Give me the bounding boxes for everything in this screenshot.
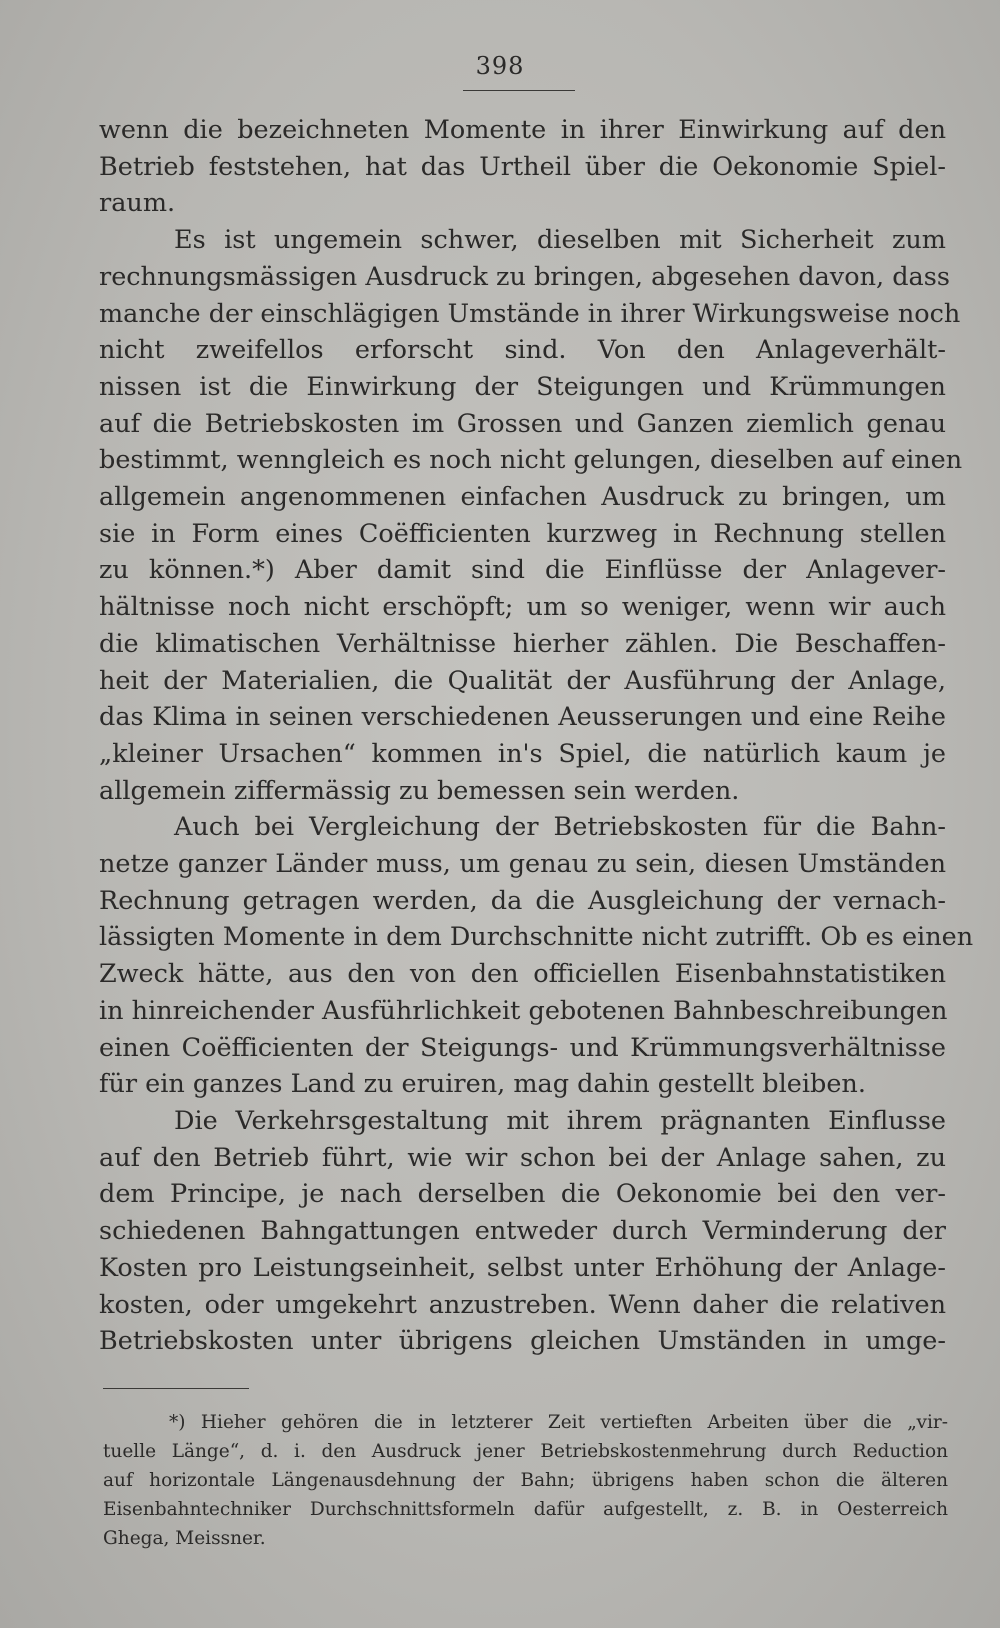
- text-line: für ein ganzes Land zu eruiren, mag dahin gestellt bleiben.: [99, 1069, 866, 1100]
- text-line: Betriebskosten unter übrigens gleichen Umständen in umge-: [99, 1326, 946, 1357]
- footnote-line: *) Hieher gehören die in letzterer Zeit vertieften Arbeiten über die „vir-: [169, 1412, 948, 1433]
- body-text: [99, 112, 974, 1360]
- footnote-line: Eisenbahntechniker Durchschnittsformeln dafür aufgestellt, z. B. in Oesterreich: [103, 1499, 948, 1520]
- text-line: hältnisse noch nicht erschöpft; um so weniger, wenn wir auch: [99, 592, 946, 623]
- text-line: sie in Form eines Coëfficienten kurzweg in Rechnung stellen: [99, 518, 946, 549]
- text-line: allgemein angenommenen einfachen Ausdruck zu bringen, um: [99, 482, 946, 513]
- paragraph: [99, 112, 946, 222]
- text-line: rechnungsmässigen Ausdruck zu bringen, abgesehen davon, dass: [99, 261, 950, 292]
- text-line: wenn die bezeichneten Momente in ihrer Einwirkung auf den: [99, 115, 946, 145]
- text-line: heit der Materialien, die Qualität der Ausführung der Anlage,: [99, 665, 946, 696]
- footnote: [103, 1408, 948, 1553]
- text-line: „kleiner Ursachen“ kommen in's Spiel, die natürlich kaum je: [99, 738, 946, 769]
- paragraph: [99, 809, 974, 1103]
- text-line: schiedenen Bahngattungen entweder durch Verminderung der: [99, 1216, 946, 1247]
- text-line: das Klima in seinen verschiedenen Aeusserungen und eine Reihe: [99, 702, 946, 733]
- text-line: in hinreichender Ausführlichkeit gebotenen Bahnbeschreibungen: [99, 995, 948, 1026]
- paragraph: [99, 1103, 946, 1360]
- text-line: Zweck hätte, aus den von den officiellen Eisenbahnstatistiken: [99, 959, 946, 990]
- footnote-line: Ghega, Meissner.: [103, 1528, 266, 1549]
- text-line: einen Coëfficienten der Steigungs- und Krümmungsverhältnisse: [99, 1032, 946, 1063]
- text-line: auf die Betriebskosten im Grossen und Ganzen ziemlich genau: [99, 408, 946, 439]
- footnote-rule: [103, 1388, 249, 1389]
- header-rule: [463, 90, 575, 91]
- text-line: dem Principe, je nach derselben die Oekonomie bei den ver-: [99, 1179, 946, 1210]
- paragraph: [99, 222, 963, 809]
- footnote-line: tuelle Länge“, d. i. den Ausdruck jener Betriebskostenmehrung durch Reduction: [103, 1441, 948, 1462]
- text-line: raum.: [99, 188, 176, 219]
- text-line: Auch bei Vergleichung der Betriebskosten für die Bahn-: [174, 812, 946, 843]
- text-line: Es ist ungemein schwer, dieselben mit Sicherheit zum: [174, 225, 946, 256]
- text-line: manche der einschlägigen Umstände in ihrer Wirkungsweise noch: [99, 298, 961, 329]
- text-line: bestimmt, wenngleich es noch nicht gelungen, dieselben auf einen: [99, 445, 963, 476]
- text-line: Kosten pro Leistungseinheit, selbst unter Erhöhung der Anlage-: [99, 1252, 946, 1283]
- text-line: lässigten Momente in dem Durchschnitte nicht zutrifft. Ob es einen: [99, 922, 974, 953]
- text-line: netze ganzer Länder muss, um genau zu sein, diesen Umständen: [99, 849, 946, 880]
- text-line: zu können.*) Aber damit sind die Einflüsse der Anlagever-: [99, 555, 946, 586]
- text-line: auf den Betrieb führt, wie wir schon bei der Anlage sahen, zu: [99, 1142, 946, 1173]
- text-line: Betrieb feststehen, hat das Urtheil über die Oekonomie Spiel-: [99, 151, 946, 182]
- footnote-line: auf horizontale Längenausdehnung der Bahn; übrigens haben schon die älteren: [103, 1470, 948, 1491]
- text-line: allgemein ziffermässig zu bemessen sein werden.: [99, 775, 740, 806]
- text-line: die klimatischen Verhältnisse hierher zählen. Die Beschaffen-: [99, 628, 946, 659]
- text-line: kosten, oder umgekehrt anzustreben. Wenn daher die relativen: [99, 1289, 946, 1320]
- text-line: Die Verkehrsgestaltung mit ihrem prägnanten Einflusse: [174, 1105, 946, 1136]
- text-line: nissen ist die Einwirkung der Steigungen und Krümmungen: [99, 371, 946, 402]
- text-line: nicht zweifellos erforscht sind. Von den Anlageverhält-: [99, 335, 946, 366]
- text-line: Rechnung getragen werden, da die Ausgleichung der vernach-: [99, 885, 946, 916]
- page-number: 398: [475, 52, 525, 80]
